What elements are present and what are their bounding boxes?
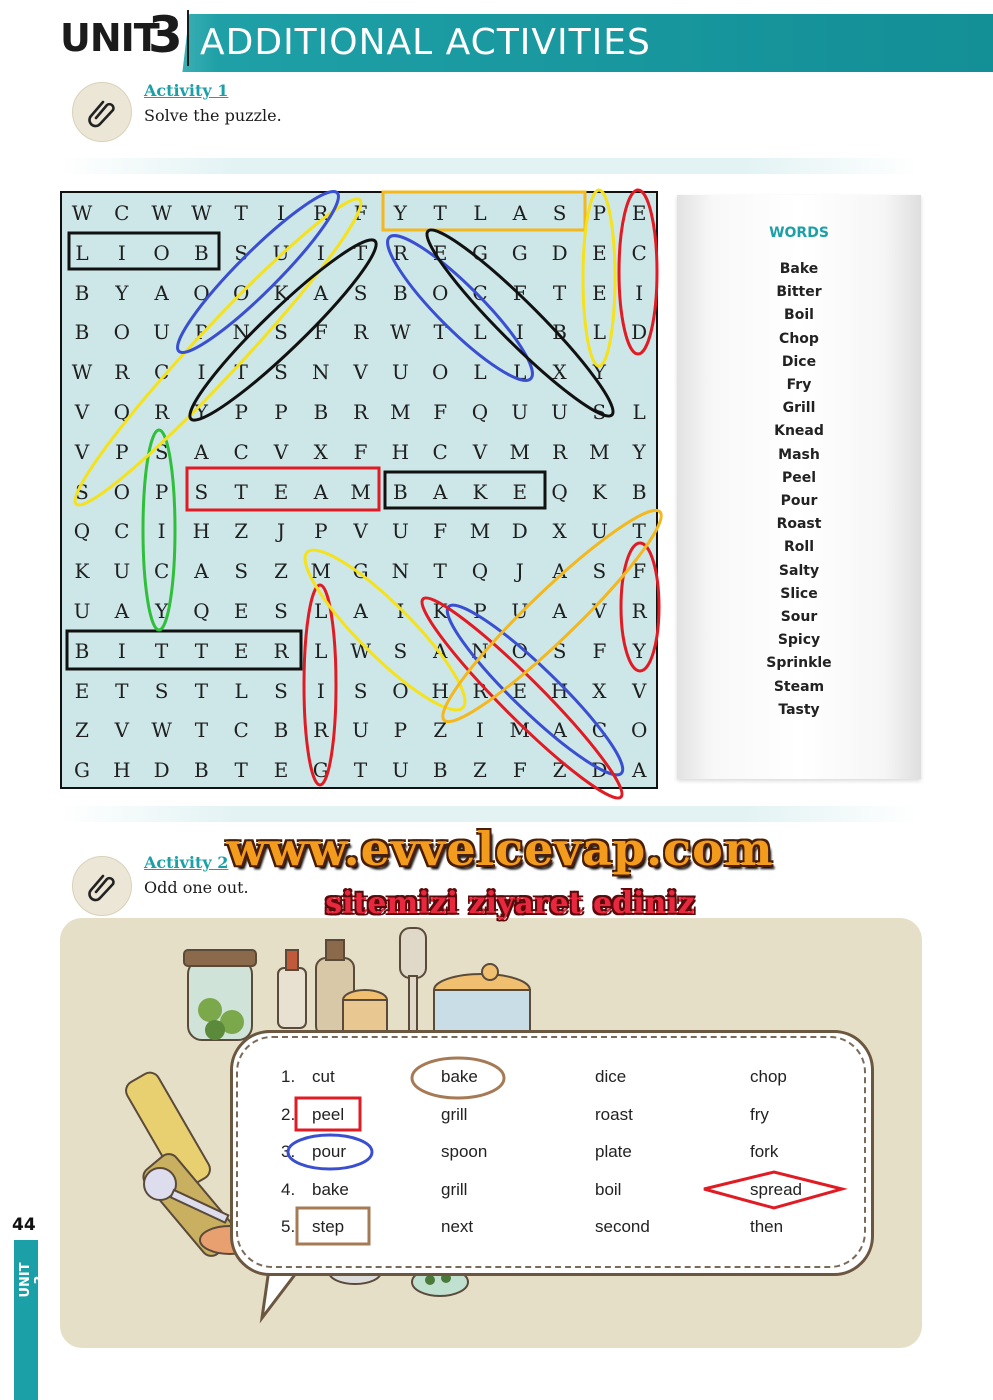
grid-cell: M <box>310 559 332 584</box>
grid-cell: F <box>632 559 647 584</box>
grid-cell: H <box>431 678 449 703</box>
word-list-item: Roll <box>784 539 814 556</box>
grid-cell: A <box>154 280 169 305</box>
grid-cell: N <box>312 360 330 385</box>
grid-cell: I <box>277 201 285 225</box>
grid-cell: Y <box>115 280 129 305</box>
grid-cell: S <box>274 678 288 703</box>
grid-cell: P <box>194 320 209 345</box>
watermark-slogan: sitemizi ziyaret ediniz <box>325 886 695 921</box>
word-list-item: Chop <box>779 330 819 347</box>
grid-cell: H <box>113 758 131 783</box>
grid-cell: W <box>350 638 371 663</box>
grid-cell: S <box>274 360 288 385</box>
row-number: 4. <box>281 1179 296 1199</box>
grid-cell: M <box>509 439 531 464</box>
odd-word: step <box>312 1217 345 1236</box>
grid-cell: M <box>469 519 491 544</box>
grid-cell: V <box>472 439 488 464</box>
odd-word: next <box>441 1217 474 1236</box>
grid-cell: I <box>117 240 126 265</box>
word-list-item: Boil <box>784 307 814 324</box>
grid-cell: U <box>511 599 529 623</box>
grid-cell: V <box>114 718 130 743</box>
grid-cell: L <box>75 240 89 265</box>
grid-cell: B <box>74 638 90 663</box>
grid-cell: X <box>592 678 607 703</box>
grid-cell: T <box>194 718 209 743</box>
grid-cell: X <box>552 360 567 385</box>
grid-cell: C <box>591 718 608 743</box>
grid-cell: S <box>154 678 169 703</box>
grid-cell: E <box>233 599 249 623</box>
grid-cell: W <box>390 320 411 345</box>
grid-cell: Q <box>113 400 130 424</box>
grid-cell: W <box>151 201 172 225</box>
grid-cell: T <box>552 280 567 305</box>
grid-cell: K <box>273 280 289 305</box>
grid-cell: O <box>113 320 130 345</box>
odd-word: grill <box>441 1104 468 1124</box>
word-list-panel <box>677 195 921 779</box>
odd-word: fork <box>750 1142 779 1161</box>
grid-cell: O <box>630 718 648 743</box>
grid-cell: B <box>393 280 408 305</box>
grid-cell: I <box>515 320 524 345</box>
grid-cell: K <box>591 479 607 504</box>
grid-cell: M <box>350 479 371 504</box>
grid-cell: T <box>632 519 646 544</box>
grid-cell: U <box>153 320 171 345</box>
grid-cell: Y <box>592 360 606 385</box>
grid-cell: T <box>353 240 368 265</box>
grid-cell: P <box>592 201 607 225</box>
odd-word: dice <box>595 1067 627 1086</box>
grid-cell: R <box>472 678 488 703</box>
grid-cell: V <box>353 519 368 544</box>
grid-cell: J <box>276 519 286 544</box>
grid-cell: C <box>631 240 647 265</box>
grid-cell: V <box>353 360 368 385</box>
word-list-item: Steam <box>773 678 825 695</box>
unit-side-label: UNIT 3 <box>18 1262 48 1298</box>
grid-cell: T <box>194 638 209 663</box>
grid-cell: B <box>194 758 209 783</box>
word-list-item: Salty <box>778 562 820 579</box>
word-list-item: Knead <box>774 423 824 440</box>
grid-cell: S <box>274 599 288 623</box>
grid-cell: B <box>194 240 209 265</box>
grid-cell: T <box>234 758 248 783</box>
grid-cell: H <box>550 678 569 703</box>
grid-cell: S <box>592 559 607 584</box>
grid-cell: O <box>431 280 449 305</box>
odd-word: fry <box>750 1104 769 1124</box>
grid-cell: F <box>313 320 328 345</box>
grid-cell: P <box>274 400 288 424</box>
page-number: 44 <box>12 1215 36 1235</box>
grid-cell: A <box>194 559 209 584</box>
grid-cell: O <box>431 360 449 385</box>
grid-cell: W <box>151 718 172 743</box>
grid-cell: U <box>113 559 131 584</box>
grid-cell: E <box>512 479 528 504</box>
grid-cell: V <box>592 599 607 623</box>
grid-cell: O <box>392 678 409 703</box>
grid-cell: Z <box>552 758 567 783</box>
grid-cell: A <box>353 599 368 623</box>
grid-cell: B <box>393 479 408 504</box>
grid-cell: E <box>432 240 448 265</box>
grid-cell: L <box>513 360 527 385</box>
odd-word: spread <box>750 1179 802 1199</box>
odd-word: cut <box>312 1067 335 1086</box>
word-list-item: Spicy <box>777 632 821 649</box>
grid-cell: Q <box>73 519 91 544</box>
grid-cell: C <box>153 360 170 385</box>
page-header <box>0 0 993 72</box>
grid-cell: B <box>313 400 329 424</box>
grid-cell: F <box>433 519 448 544</box>
paperclip-badge <box>72 82 132 142</box>
grid-cell: S <box>353 280 368 305</box>
grid-cell: U <box>590 519 608 544</box>
grid-cell: I <box>316 678 325 703</box>
grid-cell: A <box>552 599 567 623</box>
grid-cell: A <box>432 479 448 504</box>
word-list-item: Mash <box>778 446 820 463</box>
grid-cell: D <box>511 519 528 544</box>
grid-cell: L <box>592 320 607 345</box>
grid-cell: S <box>552 638 567 663</box>
grid-cell: R <box>631 599 647 623</box>
activity2-instruction: Odd one out. <box>144 878 249 897</box>
grid-cell: R <box>353 400 369 424</box>
word-list-item: Sour <box>780 609 818 625</box>
paperclip-badge <box>72 856 132 916</box>
grid-cell: G <box>74 758 90 783</box>
grid-cell: Y <box>632 439 646 464</box>
grid-cell: M <box>390 400 411 424</box>
grid-cell: U <box>272 240 290 265</box>
grid-cell: S <box>353 678 368 703</box>
grid-cell: C <box>432 439 448 464</box>
grid-cell: A <box>114 599 130 623</box>
row-number: 1. <box>281 1067 296 1086</box>
grid-cell: W <box>191 201 212 225</box>
grid-cell: L <box>314 638 328 663</box>
grid-cell: L <box>314 599 328 623</box>
odd-word: chop <box>750 1067 787 1086</box>
grid-cell: F <box>353 201 368 225</box>
grid-cell: U <box>551 400 569 424</box>
grid-cell: E <box>273 479 289 504</box>
grid-cell: R <box>273 638 289 663</box>
unit-label: UNIT <box>60 16 159 60</box>
watermark-url: www.evvelcevap.com <box>226 822 774 876</box>
grid-cell: V <box>74 400 90 424</box>
unit-number: 3 <box>148 6 183 64</box>
word-list-item: Peel <box>781 469 817 486</box>
grid-cell: V <box>631 678 647 703</box>
odd-word: bake <box>441 1067 478 1086</box>
word-list-item: Bitter <box>776 284 822 301</box>
grid-cell: E <box>631 201 647 225</box>
odd-word: roast <box>595 1104 633 1124</box>
grid-cell: Y <box>632 638 646 663</box>
grid-cell: Z <box>473 758 487 783</box>
grid-cell: R <box>313 201 329 225</box>
grid-cell: V <box>74 439 90 464</box>
paperclip-icon <box>86 96 118 128</box>
word-list-item: Dice <box>781 353 817 370</box>
grid-cell: F <box>512 280 527 305</box>
grid-cell: E <box>233 638 249 663</box>
grid-cell: R <box>154 400 170 424</box>
grid-cell: B <box>631 479 647 504</box>
grid-cell: B <box>74 320 90 345</box>
grid-cell: Q <box>471 559 489 584</box>
grid-cell: B <box>552 320 567 345</box>
grid-cell: O <box>232 280 250 305</box>
grid-cell: I <box>316 240 325 265</box>
grid-cell: O <box>193 280 210 305</box>
grid-cell: S <box>194 479 209 504</box>
grid-cell: T <box>154 638 169 663</box>
grid-cell: G <box>312 758 329 783</box>
word-search-grid <box>60 191 658 789</box>
row-number: 3. <box>281 1142 296 1161</box>
grid-cell: U <box>391 519 409 544</box>
grid-cell: U <box>391 758 409 783</box>
word-list-title: WORDS <box>769 225 829 241</box>
grid-cell: S <box>154 439 169 464</box>
grid-cell: N <box>391 559 410 584</box>
word-list-item: Roast <box>776 516 822 533</box>
grid-cell: B <box>432 758 448 783</box>
grid-cell: G <box>511 240 528 265</box>
grid-cell: V <box>273 439 289 464</box>
grid-cell: B <box>273 718 289 743</box>
grid-cell: T <box>234 479 248 504</box>
grid-cell: R <box>313 718 329 743</box>
grid-cell: I <box>476 718 484 743</box>
grid-cell: A <box>552 559 567 584</box>
activity2-label[interactable]: Activity 2 <box>144 853 229 872</box>
grid-cell: Z <box>234 519 249 544</box>
grid-cell: C <box>472 280 488 305</box>
row-number: 2. <box>281 1104 296 1124</box>
grid-cell: W <box>71 201 93 225</box>
grid-cell: E <box>273 758 289 783</box>
grid-cell: A <box>313 479 329 504</box>
grid-cell: S <box>234 559 249 584</box>
grid-cell: L <box>473 360 487 385</box>
word-list-item: Grill <box>782 400 816 417</box>
grid-cell: C <box>114 201 130 225</box>
grid-cell: O <box>153 240 170 265</box>
word-list-item: Pour <box>780 493 818 509</box>
grid-cell: L <box>632 400 646 424</box>
grid-cell: B <box>74 280 90 305</box>
grid-cell: T <box>433 320 447 345</box>
grid-cell: A <box>194 439 209 464</box>
grid-cell: L <box>234 678 248 703</box>
activity1-instruction: Solve the puzzle. <box>144 106 282 125</box>
grid-cell: O <box>511 638 528 663</box>
grid-cell: S <box>393 638 408 663</box>
grid-cell: I <box>197 360 206 385</box>
grid-cell: S <box>234 240 249 265</box>
grid-cell: P <box>234 400 248 424</box>
grid-cell: N <box>232 320 250 345</box>
grid-cell: K <box>74 559 90 584</box>
grid-cell: K <box>472 479 488 504</box>
odd-word: grill <box>441 1179 468 1199</box>
odd-word: spoon <box>441 1142 488 1161</box>
activity1-label[interactable]: Activity 1 <box>144 81 229 100</box>
grid-cell: E <box>592 240 607 265</box>
word-list-item: Slice <box>780 585 818 602</box>
grid-cell: X <box>313 439 328 464</box>
grid-cell: X <box>552 519 567 544</box>
odd-word: then <box>750 1217 784 1236</box>
grid-cell: J <box>515 559 524 584</box>
grid-cell: U <box>73 599 91 623</box>
grid-cell: R <box>114 360 130 385</box>
grid-cell: U <box>352 718 370 743</box>
grid-cell: S <box>75 479 89 504</box>
grid-cell: W <box>71 360 93 385</box>
grid-cell: P <box>314 519 328 544</box>
grid-cell: M <box>589 439 610 464</box>
grid-cell: A <box>631 758 647 783</box>
grid-cell: L <box>473 320 487 345</box>
word-list-item: Tasty <box>778 701 820 718</box>
grid-cell: L <box>473 201 487 225</box>
grid-cell: Z <box>274 559 288 584</box>
grid-cell: D <box>631 320 648 345</box>
grid-cell: F <box>353 439 368 464</box>
grid-cell: Y <box>393 201 407 225</box>
grid-cell: M <box>509 718 531 743</box>
grid-cell: S <box>592 400 607 424</box>
grid-cell: C <box>153 559 170 584</box>
grid-cell: H <box>391 439 410 464</box>
grid-cell: C <box>233 439 249 464</box>
grid-cell: R <box>353 320 369 345</box>
grid-cell: Q <box>551 479 568 504</box>
odd-word: second <box>595 1217 650 1236</box>
grid-cell: C <box>233 718 249 743</box>
word-list-item: Fry <box>786 377 812 393</box>
grid-cell: F <box>433 400 448 424</box>
paperclip-icon <box>86 870 118 902</box>
grid-cell: T <box>433 201 447 225</box>
grid-cell: T <box>194 678 209 703</box>
odd-word: peel <box>312 1104 345 1124</box>
grid-cell: A <box>552 718 567 743</box>
grid-cell: I <box>635 280 644 305</box>
grid-cell: R <box>392 240 408 265</box>
grid-cell: I <box>157 519 166 544</box>
grid-cell: P <box>115 439 129 464</box>
grid-cell: T <box>234 201 248 225</box>
grid-cell: D <box>591 758 608 783</box>
grid-cell: S <box>552 201 567 225</box>
grid-cell: U <box>511 400 529 424</box>
odd-word: boil <box>595 1179 622 1199</box>
grid-cell: G <box>352 559 369 584</box>
grid-cell: T <box>433 559 447 584</box>
grid-cell: K <box>432 599 448 623</box>
grid-cell: U <box>391 360 409 385</box>
grid-cell: E <box>512 678 528 703</box>
grid-cell: P <box>154 479 169 504</box>
grid-cell: A <box>512 201 528 225</box>
row-number: 5. <box>281 1217 296 1236</box>
divider <box>60 158 920 174</box>
page-title: ADDITIONAL ACTIVITIES <box>200 22 651 63</box>
grid-cell: E <box>592 280 607 305</box>
grid-cell: Q <box>193 599 210 623</box>
grid-cell: A <box>432 638 448 663</box>
word-list-item: Sprinkle <box>766 655 832 672</box>
word-list-item: Bake <box>779 261 819 277</box>
grid-cell: H <box>192 519 211 544</box>
grid-cell: D <box>551 240 568 265</box>
grid-cell: C <box>114 519 130 544</box>
odd-word: bake <box>312 1179 349 1199</box>
grid-cell: E <box>74 678 90 703</box>
grid-cell: R <box>552 439 568 464</box>
odd-word: pour <box>312 1142 347 1161</box>
grid-cell: N <box>471 638 489 663</box>
grid-cell: Z <box>75 718 89 743</box>
grid-cell: T <box>115 678 129 703</box>
odd-word: plate <box>595 1142 632 1161</box>
grid-cell: P <box>393 718 408 743</box>
grid-cell: F <box>512 758 527 783</box>
grid-cell: T <box>234 360 248 385</box>
grid-cell: G <box>472 240 488 265</box>
grid-cell: Q <box>471 400 489 424</box>
grid-cell: Z <box>433 718 448 743</box>
grid-cell: S <box>274 320 288 345</box>
grid-cell: F <box>592 638 607 663</box>
grid-cell: Y <box>154 599 169 623</box>
grid-cell: D <box>153 758 170 783</box>
grid-cell: I <box>396 599 405 623</box>
grid-cell: P <box>473 599 487 623</box>
grid-cell: Y <box>194 400 208 424</box>
grid-cell: A <box>313 280 329 305</box>
grid-cell: T <box>353 758 368 783</box>
grid-cell: O <box>113 479 130 504</box>
grid-cell: I <box>117 638 126 663</box>
